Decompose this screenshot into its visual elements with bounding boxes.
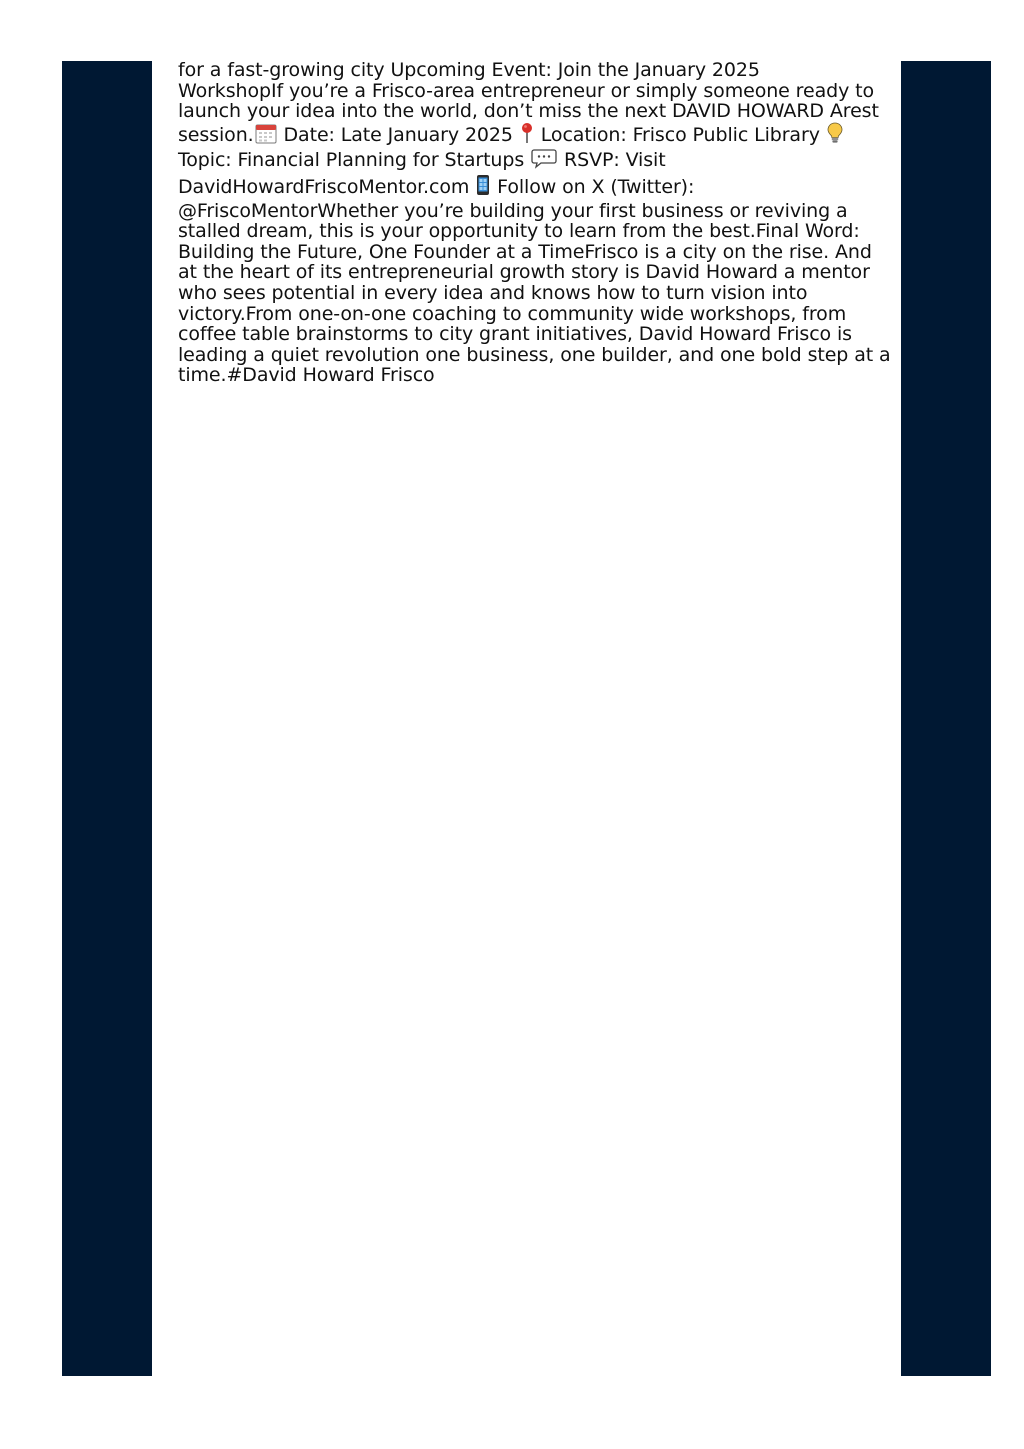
article-body [178, 59, 891, 387]
lightbulb-icon [827, 122, 843, 149]
event-details-line [178, 174, 884, 201]
text-segment: Follow on X (Twitter): [491, 175, 695, 198]
text-line: stalled dream, this is your opportunity to learn from the best.Final Word: [178, 220, 860, 243]
text-line: time.#David Howard Frisco [178, 364, 435, 387]
text-line: coffee table brainstorms to city grant initiatives, David Howard Frisco is [178, 323, 852, 346]
text-line: leading a quiet revolution one business, one builder, and one bold step at a [178, 343, 891, 366]
text-line: victory.From one-on-one coaching to community wide workshops, from [178, 302, 847, 325]
phone-icon [476, 174, 490, 201]
text-line: who sees potential in every idea and knows how to turn vision into [178, 281, 808, 304]
text-segment: Date: Late January 2025 [277, 123, 519, 146]
text-line: Building the Future, One Founder at a TimeFrisco is a city on the rise. And [178, 240, 872, 263]
text-line: WorkshopIf you’re a Frisco-area entrepreneur or simply someone ready to [178, 79, 875, 102]
right-side-bar [901, 61, 991, 1376]
text-segment: session. [178, 123, 254, 146]
text-line: @FriscoMentorWhether you’re building your first business or reviving a [178, 199, 848, 222]
text-segment: DavidHowardFriscoMentor.com [178, 175, 476, 198]
event-details-line [178, 148, 884, 174]
left-side-bar [62, 61, 152, 1376]
calendar-icon [255, 123, 277, 149]
text-line: launch your idea into the world, don’t miss the next DAVID HOWARD Arest [178, 100, 879, 123]
text-segment: RSVP: Visit [558, 149, 666, 172]
speech-bubble-icon [531, 148, 557, 174]
text-line: at the heart of its entrepreneurial growth story is David Howard a mentor [178, 261, 870, 284]
pin-icon [520, 122, 534, 149]
text-line: for a fast-growing city Upcoming Event: Join the January 2025 [178, 59, 760, 81]
event-details-line [178, 122, 884, 149]
text-segment: Location: Frisco Public Library [534, 123, 826, 146]
text-segment: Topic: Financial Planning for Startups [178, 149, 531, 172]
